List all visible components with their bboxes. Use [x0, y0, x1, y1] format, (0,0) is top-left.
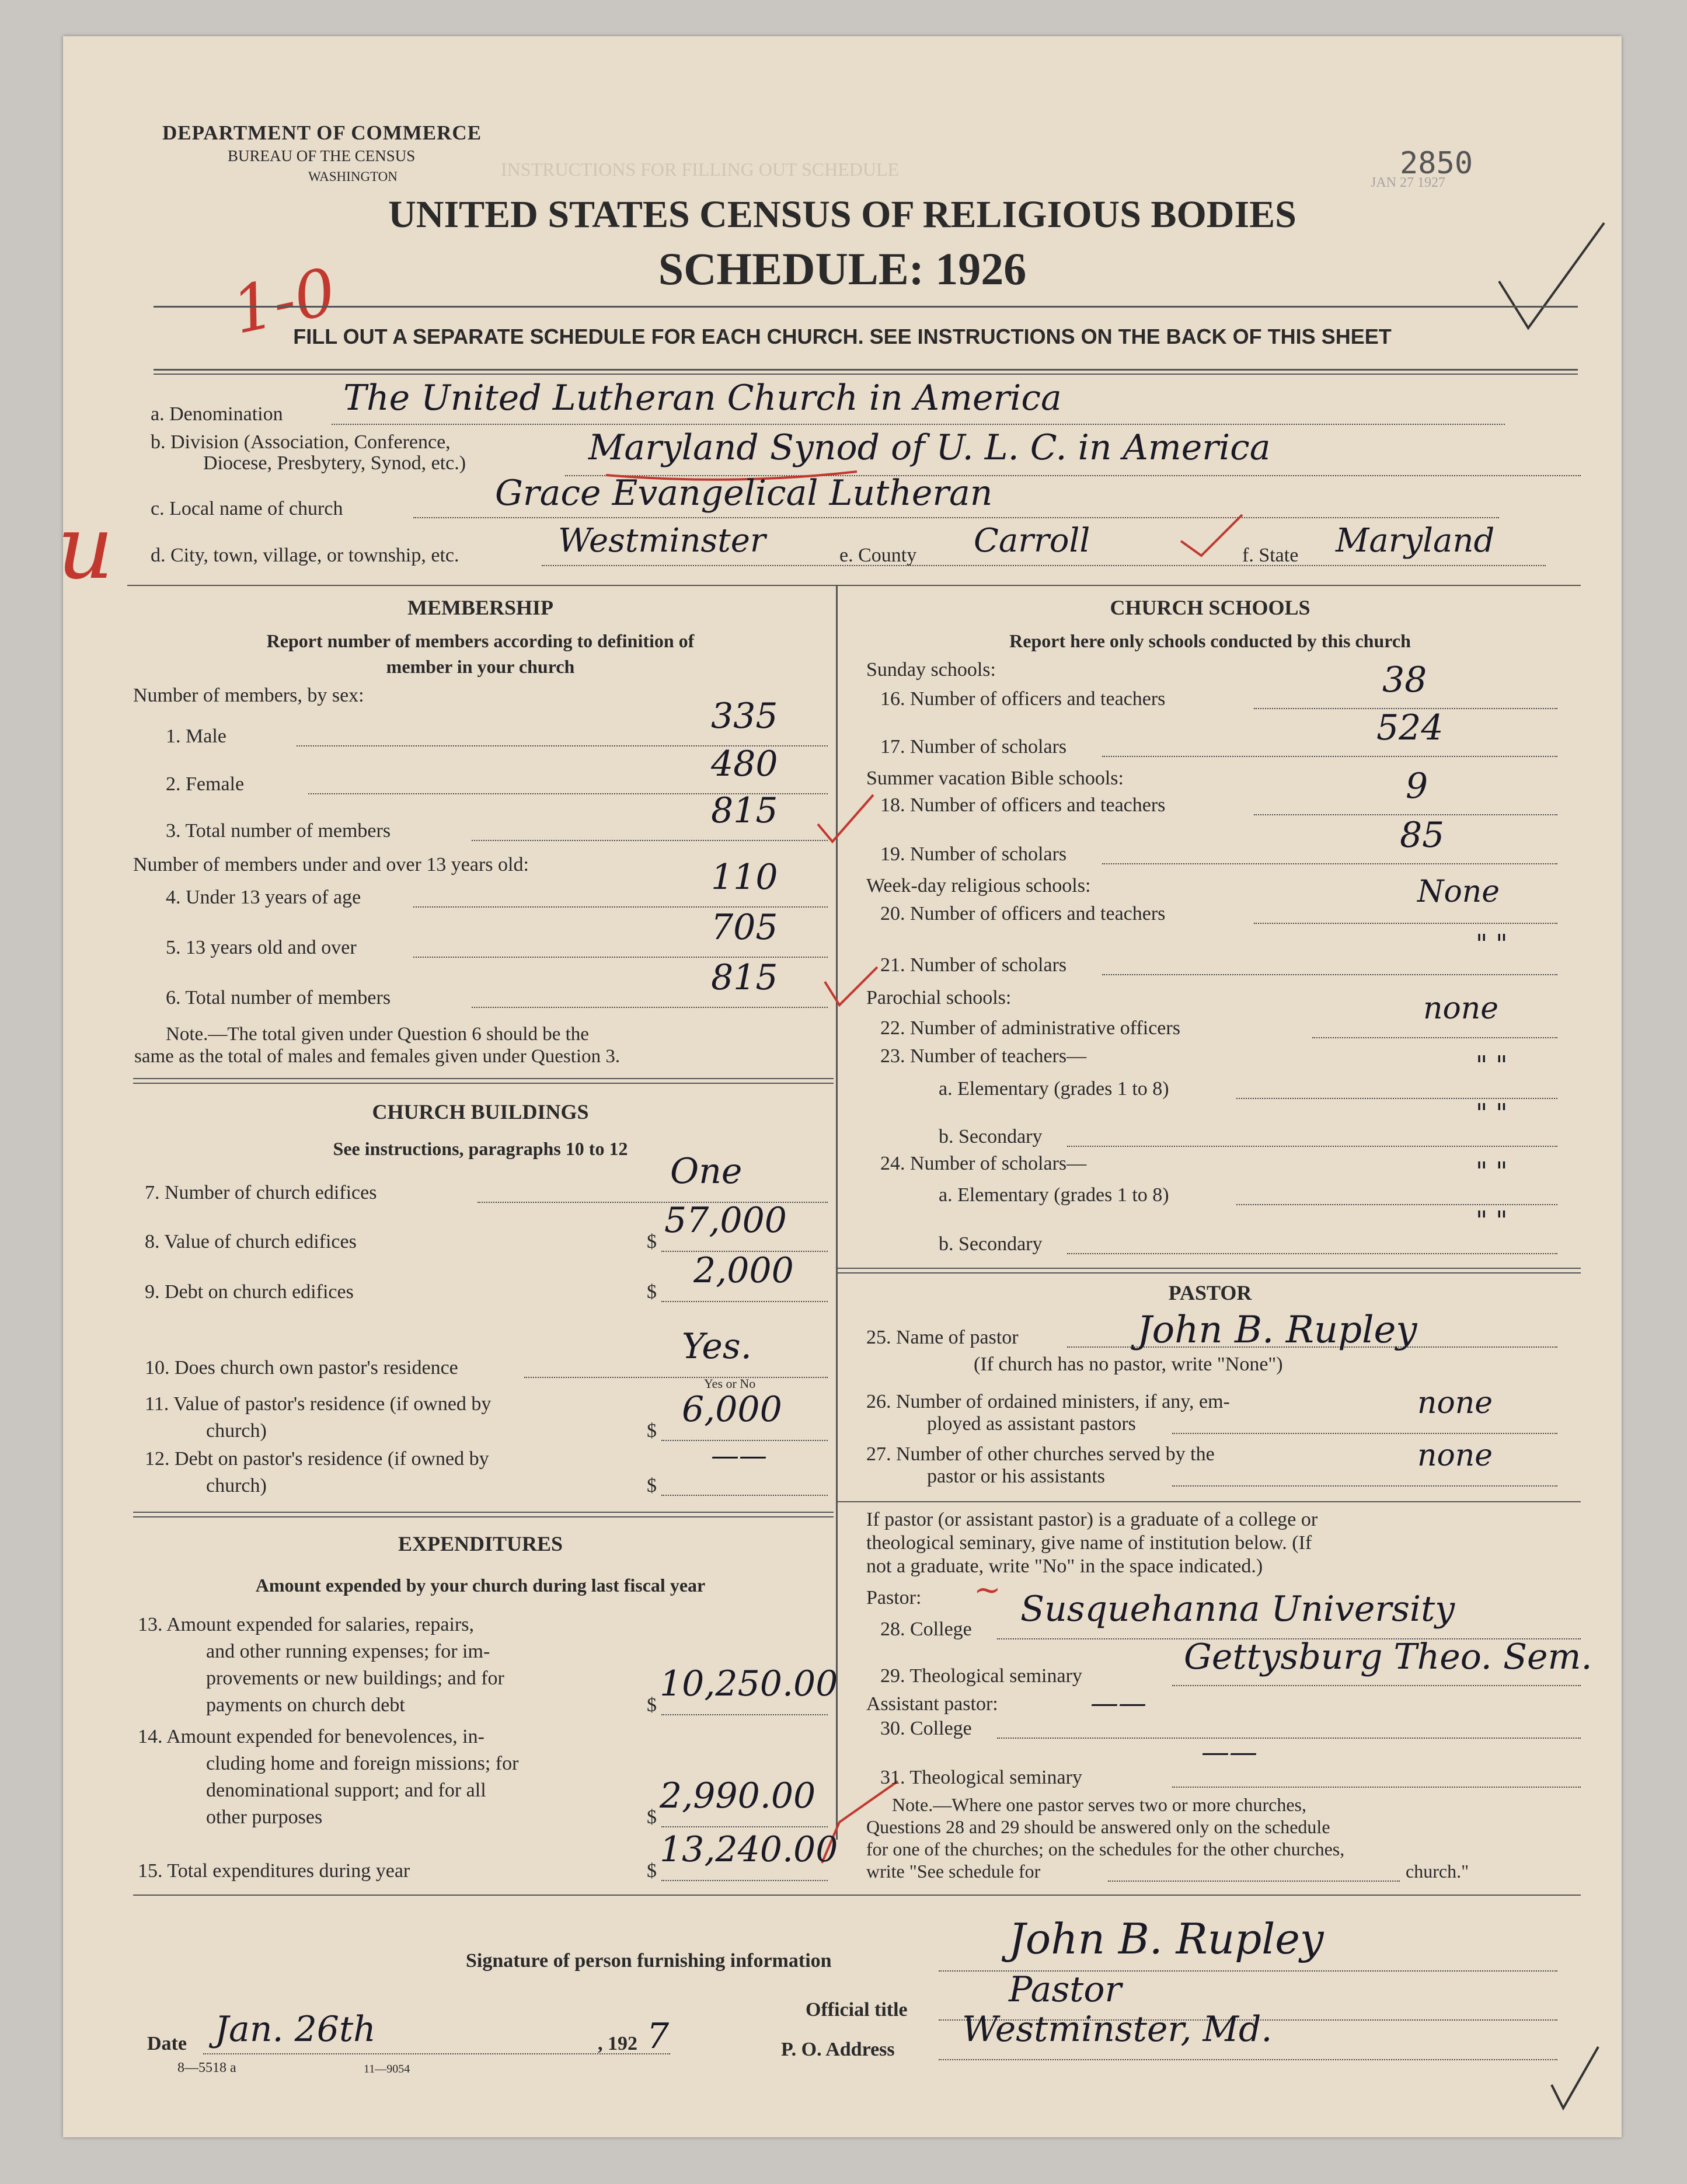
q31-value[interactable]: —— — [1201, 1736, 1257, 1768]
q21-label: 21. Number of scholars — [880, 954, 1067, 976]
q7-value[interactable]: One — [670, 1151, 743, 1192]
division-label: b. Division (Association, Conference, — [151, 431, 451, 453]
date-value[interactable]: Jan. 26th — [215, 2009, 376, 2050]
pastor-heading: PASTOR — [1168, 1281, 1252, 1304]
q17-label: 17. Number of scholars — [880, 736, 1067, 758]
q24a-value[interactable]: " " — [1476, 1157, 1508, 1187]
date-label: Date — [147, 2033, 187, 2054]
q8-value[interactable]: 57,000 — [664, 1200, 787, 1241]
q8-label: 8. Value of church edifices — [145, 1231, 357, 1253]
q17-value[interactable]: 524 — [1376, 707, 1444, 748]
washington-heading: WASHINGTON — [308, 169, 398, 184]
q29-value[interactable]: Gettysburg Theo. Sem. — [1184, 1637, 1592, 1677]
q14-label: 14. Amount expended for benevolences, in- — [138, 1726, 485, 1747]
q30-label: 30. College — [880, 1718, 972, 1739]
parochial-label: Parochial schools: — [866, 987, 1012, 1009]
q3-label: 3. Total number of members — [166, 820, 391, 842]
county-value[interactable]: Carroll — [974, 522, 1090, 560]
q28-value[interactable]: Susquehanna University — [1020, 1589, 1455, 1630]
local-name-line — [413, 517, 1499, 518]
q26-value[interactable]: none — [1417, 1386, 1493, 1421]
q22-label: 22. Number of administrative officers — [880, 1017, 1180, 1039]
pastor-note: Note.—Where one pastor serves two or more churches, — [892, 1794, 1306, 1815]
q28-label: 28. College — [880, 1618, 972, 1640]
form-title: UNITED STATES CENSUS OF RELIGIOUS BODIES — [388, 193, 1296, 236]
by-sex-label: Number of members, by sex: — [133, 685, 364, 706]
bureau-heading: BUREAU OF THE CENSUS — [228, 147, 416, 165]
q27-label: 27. Number of other churches served by the — [866, 1443, 1215, 1465]
q15-value[interactable]: 13,240.00 — [660, 1829, 838, 1870]
year-digit[interactable]: 7 — [647, 2016, 670, 2057]
weekday-label: Week-day religious schools: — [866, 875, 1091, 896]
q2-label: 2. Female — [166, 773, 245, 795]
q19-value[interactable]: 85 — [1400, 815, 1445, 856]
sunday-label: Sunday schools: — [866, 659, 996, 681]
q26-label: 26. Number of ordained ministers, if any, em- — [866, 1391, 1230, 1412]
q9-label: 9. Debt on church edifices — [145, 1281, 354, 1303]
q31-label: 31. Theological seminary — [880, 1767, 1082, 1788]
q10-label: 10. Does church own pastor's residence — [145, 1357, 458, 1379]
q24b-value[interactable]: " " — [1476, 1206, 1508, 1236]
q23a-label: a. Elementary (grades 1 to 8) — [939, 1078, 1169, 1100]
q25-value[interactable]: John B. Rupley — [1137, 1309, 1417, 1352]
membership-intro: Report number of members according to definition of — [266, 630, 695, 651]
received-date-stamp: JAN 27 1927 — [1371, 175, 1446, 190]
q23b-value[interactable]: " " — [1476, 1098, 1508, 1128]
q11-value[interactable]: 6,000 — [682, 1389, 782, 1430]
q22-value[interactable]: none — [1423, 991, 1499, 1026]
county-label: e. County — [839, 545, 917, 566]
q21-value[interactable]: " " — [1476, 929, 1508, 959]
official-title-value[interactable]: Pastor — [1009, 1969, 1122, 2010]
city-value[interactable]: Westminster — [558, 522, 766, 560]
q16-value[interactable]: 38 — [1382, 660, 1427, 700]
q4-value[interactable]: 110 — [711, 857, 778, 898]
signature-value[interactable]: John B. Rupley — [1009, 1914, 1324, 1963]
q30-value[interactable]: —— — [1090, 1687, 1146, 1719]
denomination-value[interactable]: The United Lutheran Church in America — [343, 378, 1062, 418]
q6-label: 6. Total number of members — [166, 987, 391, 1009]
q1-value[interactable]: 335 — [711, 696, 778, 737]
q12-value[interactable]: —— — [711, 1439, 767, 1472]
q25-hint: (If church has no pastor, write "None") — [974, 1353, 1283, 1375]
q19-label: 19. Number of scholars — [880, 843, 1067, 865]
division-value[interactable]: Maryland Synod of U. L. C. in America — [588, 427, 1271, 468]
graduate-intro: If pastor (or assistant pastor) is a graduate of a college or — [866, 1509, 1318, 1530]
check-mark-icon — [1493, 211, 1610, 363]
q11-label: 11. Value of pastor's residence (if owned by — [145, 1393, 492, 1415]
fill-out-instruction: FILL OUT A SEPARATE SCHEDULE FOR EACH CHURCH. SEE INSTRUCTIONS ON THE BACK OF THIS SHEET — [293, 325, 1392, 348]
city-county-state-line — [542, 565, 1546, 566]
denomination-line — [332, 424, 1505, 425]
buildings-intro: See instructions, paragraphs 10 to 12 — [333, 1138, 628, 1159]
local-name-label: c. Local name of church — [151, 498, 343, 519]
expenditures-intro: Amount expended by your church during last fiscal year — [255, 1575, 706, 1596]
q23-label: 23. Number of teachers— — [880, 1045, 1087, 1067]
form-number: 8—5518 a — [177, 2060, 236, 2075]
q18-label: 18. Number of officers and teachers — [880, 794, 1166, 816]
schools-intro: Report here only schools conducted by this church — [1009, 630, 1411, 651]
red-mark-1-0: 1-0 — [225, 253, 343, 349]
division-label-2: Diocese, Presbytery, Synod, etc.) — [203, 452, 466, 474]
q27-value[interactable]: none — [1417, 1438, 1493, 1473]
schedule-title: SCHEDULE: 1926 — [658, 243, 1027, 294]
q5-label: 5. 13 years old and over — [166, 937, 357, 958]
q10-value[interactable]: Yes. — [682, 1326, 752, 1367]
q20-label: 20. Number of officers and teachers — [880, 903, 1166, 924]
q24a-label: a. Elementary (grades 1 to 8) — [939, 1184, 1169, 1206]
q23a-value[interactable]: " " — [1476, 1051, 1508, 1080]
q13-value[interactable]: 10,250.00 — [660, 1663, 838, 1704]
q12-label: 12. Debt on pastor's residence (if owned by — [145, 1448, 489, 1470]
show-through-text: INSTRUCTIONS FOR FILLING OUT SCHEDULE — [501, 159, 900, 180]
q2-value[interactable]: 480 — [711, 744, 778, 784]
summer-label: Summer vacation Bible schools: — [866, 767, 1124, 789]
q1-label: 1. Male — [166, 725, 226, 747]
local-name-value[interactable]: Grace Evangelical Lutheran — [495, 473, 993, 514]
q3-value[interactable]: 815 — [711, 790, 778, 831]
print-number: 11—9054 — [364, 2063, 410, 2075]
check-mark-icon — [1546, 2044, 1604, 2114]
city-label: d. City, town, village, or township, etc. — [151, 545, 459, 566]
q7-label: 7. Number of church edifices — [145, 1182, 377, 1203]
census-schedule-sheet: INSTRUCTIONS FOR FILLING OUT SCHEDULE DEPARTMENT OF COMMERCE BUREAU OF THE CENSUS WASHINGTON UNITED STATES CENSUS OF RELIGIOUS BODIES SCHEDULE: 1926 FILL OUT A SEPARATE SCHEDULE FOR EACH CHURCH. SEE INSTRUCTIONS ON THE BACK OF THIS SHEET 2850 JAN 27 1927 1-0 a. Denomination The United Lutheran Church in America b. Division (Association, Conference, Diocese, Presbytery, Synod, etc.) Maryland Synod of U. L. C. in America c. Local name of church Grace Evangelical Lutheran d. City, town, village, or township, etc. Westminster e. County Carroll f. State Maryland u MEMBERSHIP Report number of members according to definition of member in your church Number of members, by sex: 1. Male 335 2. Female 480 3. Total number of members 815 Number of members under and over 13 years old: 4. Under 13 years of age 110 5. 13 years old and over 705 6. Total number of members 815 Note.—The total given under Question 6 should be the same as the total of males and females given under Question 3. CHURCH BUILDINGS See instructions, paragraphs 10 to 12 7. Number of church edifices One 8. Value of church edifices $ 57,000 9. Debt on church edifices $ 2,000 10. Does church own pastor's residence Yes. Yes or No 11. Value of pastor's residence (if owned by church) $ 6,000 12. Debt on pastor's residence (if owned by church) $ —— EXPENDITURES Amount expended by your church during last fiscal year 13. Amount expended for salaries, repairs, and other running expenses; for im- provements or new buildings; and for payments on church debt $ 10,250.00 14. Amount expended for benevolences, in- cluding home and foreign missions; for denominational support; and for all other purposes $ 2,990.00 15. Total expenditures during year $ 13,240.00 CHURCH SCHOOLS Report here only schools conducted by this church Sunday schools: 16. Number of officers and teachers 38 17. Number of scholars 524 Summer vacation Bible schools: 18. Number of officers and teachers 9 19. Number of scholars 85 Week-day religious schools: 20. Number of officers and teachers None 21. Number of scholars " " Parochial schools: 22. Number of administrative officers none 23. Number of teachers— a. Elementary (grades 1 to 8) " " b. Secondary " " 24. Number of scholars— a. Elementary (grades 1 to 8) " " b. Secondary " " PASTOR 25. Name of pastor John B. Rupley (If church has no pastor, write "None") 26. Number of ordained ministers, if any, em- ployed as assistant pastors none 27. Number of other churches served by the pastor or his assistants none If pastor (or assistant pastor) is a graduate of a college or theological seminary, give name of institution below. (If not a graduate, write "No" in the space indicated.) Pastor: ~ 28. College Susquehanna University 29. Theological seminary Gettysburg Theo. Sem. Assistant pastor: 30. College —— 31. Theological seminary —— Note.—Where one pastor serves two or more churches, Questions 28 and 29 should be answered only on the schedule for one of the churches; on the schedules for the other churches, write "See schedule for church." Signature of person furnishing information John B. Rupley Official title Pastor Date Jan. 26th , 192 7 P. O. Address Westminster, Md. 8—5518 a 11—9054 — [63, 36, 1622, 2137]
signature-label: Signature of person furnishing information — [466, 1950, 832, 1972]
stamped-number: 2850 — [1400, 146, 1473, 181]
schools-heading: CHURCH SCHOOLS — [1110, 596, 1310, 619]
q29-label: 29. Theological seminary — [880, 1665, 1082, 1687]
membership-intro-2: member in your church — [386, 656, 575, 677]
q9-value[interactable]: 2,000 — [693, 1250, 794, 1291]
pastor-sub-label: Pastor: — [866, 1587, 922, 1609]
column-divider — [836, 585, 838, 1840]
expenditures-heading: EXPENDITURES — [398, 1532, 563, 1555]
membership-heading: MEMBERSHIP — [407, 596, 553, 619]
denomination-label: a. Denomination — [151, 403, 283, 425]
q24b-label: b. Secondary — [939, 1233, 1043, 1255]
q10-hint: Yes or No — [704, 1376, 756, 1391]
q24-label: 24. Number of scholars— — [880, 1153, 1087, 1174]
q15-label: 15. Total expenditures during year — [138, 1860, 410, 1882]
red-mark-u: u — [57, 497, 114, 599]
year-prefix: , 192 — [598, 2033, 637, 2054]
q4-label: 4. Under 13 years of age — [166, 887, 361, 908]
buildings-heading: CHURCH BUILDINGS — [372, 1100, 589, 1124]
q13-label: 13. Amount expended for salaries, repairs, — [138, 1614, 474, 1635]
q5-value[interactable]: 705 — [711, 907, 778, 948]
state-value[interactable]: Maryland — [1336, 522, 1495, 560]
department-heading: DEPARTMENT OF COMMERCE — [162, 121, 482, 144]
assistant-pastor-label: Assistant pastor: — [866, 1693, 998, 1715]
q16-label: 16. Number of officers and teachers — [880, 688, 1166, 710]
po-address-label: P. O. Address — [781, 2039, 895, 2060]
official-title-label: Official title — [806, 1999, 908, 2021]
q14-value[interactable]: 2,990.00 — [660, 1775, 816, 1816]
q23b-label: b. Secondary — [939, 1126, 1043, 1147]
age-intro-label: Number of members under and over 13 years old: — [133, 854, 529, 875]
q18-value[interactable]: 9 — [1406, 766, 1428, 807]
membership-note-2: same as the total of males and females given under Question 3. — [134, 1046, 621, 1067]
q20-value[interactable]: None — [1417, 874, 1500, 909]
membership-note: Note.—The total given under Question 6 should be the — [166, 1024, 589, 1045]
q25-label: 25. Name of pastor — [866, 1327, 1019, 1348]
state-label: f. State — [1242, 545, 1299, 566]
po-address-value[interactable]: Westminster, Md. — [962, 2009, 1273, 2050]
q6-value[interactable]: 815 — [711, 957, 778, 998]
